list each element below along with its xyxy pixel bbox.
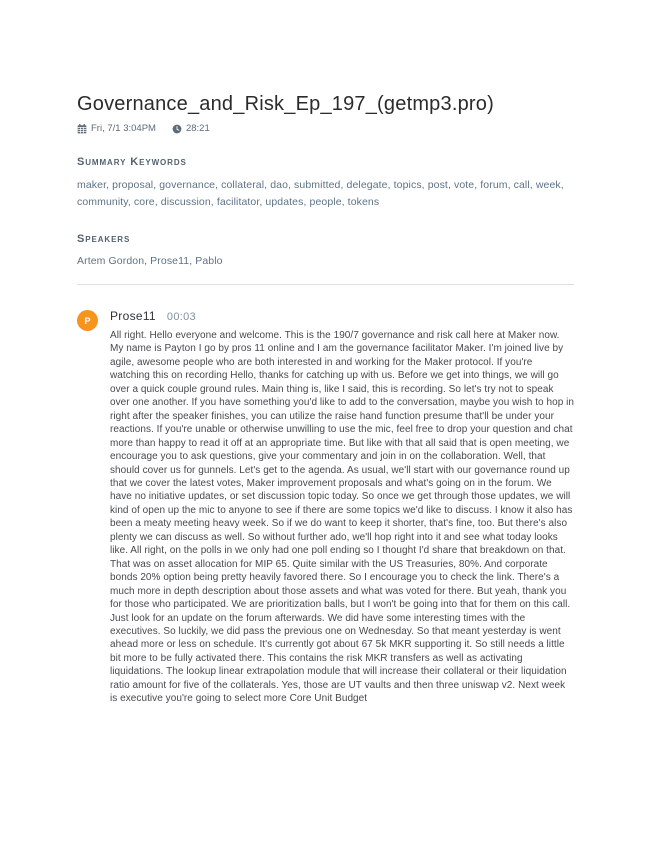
entry-body (110, 309, 574, 706)
summary-keywords-heading: Summary Keywords (77, 156, 187, 168)
timestamp: 00:03 (166, 311, 196, 323)
speakers-section (77, 233, 574, 270)
divider (77, 284, 574, 285)
summary-keywords-text: maker, proposal, governance, collateral, dao, submitted, delegate, topics, post, vote, forum, call, week, community, core, discussion, facilitator, updates, people, tokens (77, 179, 564, 208)
transcript-entry (77, 309, 574, 706)
date-meta (77, 123, 156, 134)
date-label: Fri, 7/1 3:04PM (91, 123, 156, 134)
entry-header (110, 309, 574, 323)
avatar (77, 310, 98, 331)
summary-keywords-section (77, 156, 574, 211)
avatar-letter: P (84, 315, 91, 326)
speakers-list: Artem Gordon, Prose11, Pablo (77, 255, 223, 267)
duration-label: 28:21 (185, 123, 210, 134)
calendar-icon (77, 124, 87, 134)
transcript-text: All right. Hello everyone and welcome. This is the 190/7 governance and risk call here at Maker now. My name is Payton I go by pros 11 online and I am the governance facilitator Maker. I'm joined live by agile, awesome people who are both interested in and working for the Maker protocol. If you're watching this on recording Hello, thanks for catching up with us. Before we get into things, we will go over a quick couple ground rules. Main thing is, like I said, this is recording. So let's try not to speak over one another. If you have something you'd like to add to the conversation, maybe you wish to hop in right after the speaker finishes, you can utilize the raise hand function presume that'll be under your reactions. If you're unable or otherwise unwilling to use the mic, feel free to drop your question and chat more than happy to read it off at an appropriate time. But like with that all said that is open meeting, we encourage you to ask questions, give your commentary and join in on the collaboration. Well, that should cover us for gunnels. Let's get to the agenda. As usual, we'll start with our governance round up that we cover the latest votes, Maker improvement proposals and what's going on in the forum. We have no initiative updates, or set discussion topic today. So once we get through those updates, we will kind of open up the mic to anyone to see if there are some topics we'd like to discuss. I know it also has been a meaty meeting heavy week. So if we do want to keep it shorter, that's fine, too. But there's also plenty we can discuss as well. So without further ado, we'll hop right into it and see what today looks like. All right, on the polls in we only had one poll ending so I thought I'd share that breakdown on that. That was on asset allocation for MIP 65. Quite similar with the US Treasuries, 80%. And corporate bonds 20% option being pretty heavily favored there. So I encourage you to check the link. There's a much more in depth description about those assets and what was voted for there. But yeah, thank you for those who participated. We are prioritization balls, but I won't be going into that for them on this call. Just look for an update on the forum afterwards. We did have some interesting times with the executives. So luckily, we did pass the previous one on Wednesday. So that meant yesterday is went ahead more or less on schedule. It's currently got about 67 5k MKR supporting it. So still needs a little bit more to be fully activated there. This contains the risk MKR transfers as well as activating liquidations. The lookup linear extrapolation module that will increase their collateral or their liquidation ratio amount for five of the collaterals. Yes, those are UT vaults and then three uniswap v2. Next week is executive you're going to select more Core Unit Budget (110, 330, 575, 705)
speakers-heading: Speakers (77, 233, 131, 245)
page-title: Governance_and_Risk_Ep_197_(getmp3.pro) (77, 93, 494, 115)
meta-row (77, 123, 574, 134)
duration-meta (172, 123, 210, 134)
clock-icon (172, 124, 182, 134)
speaker-name: Prose11 (110, 309, 156, 323)
